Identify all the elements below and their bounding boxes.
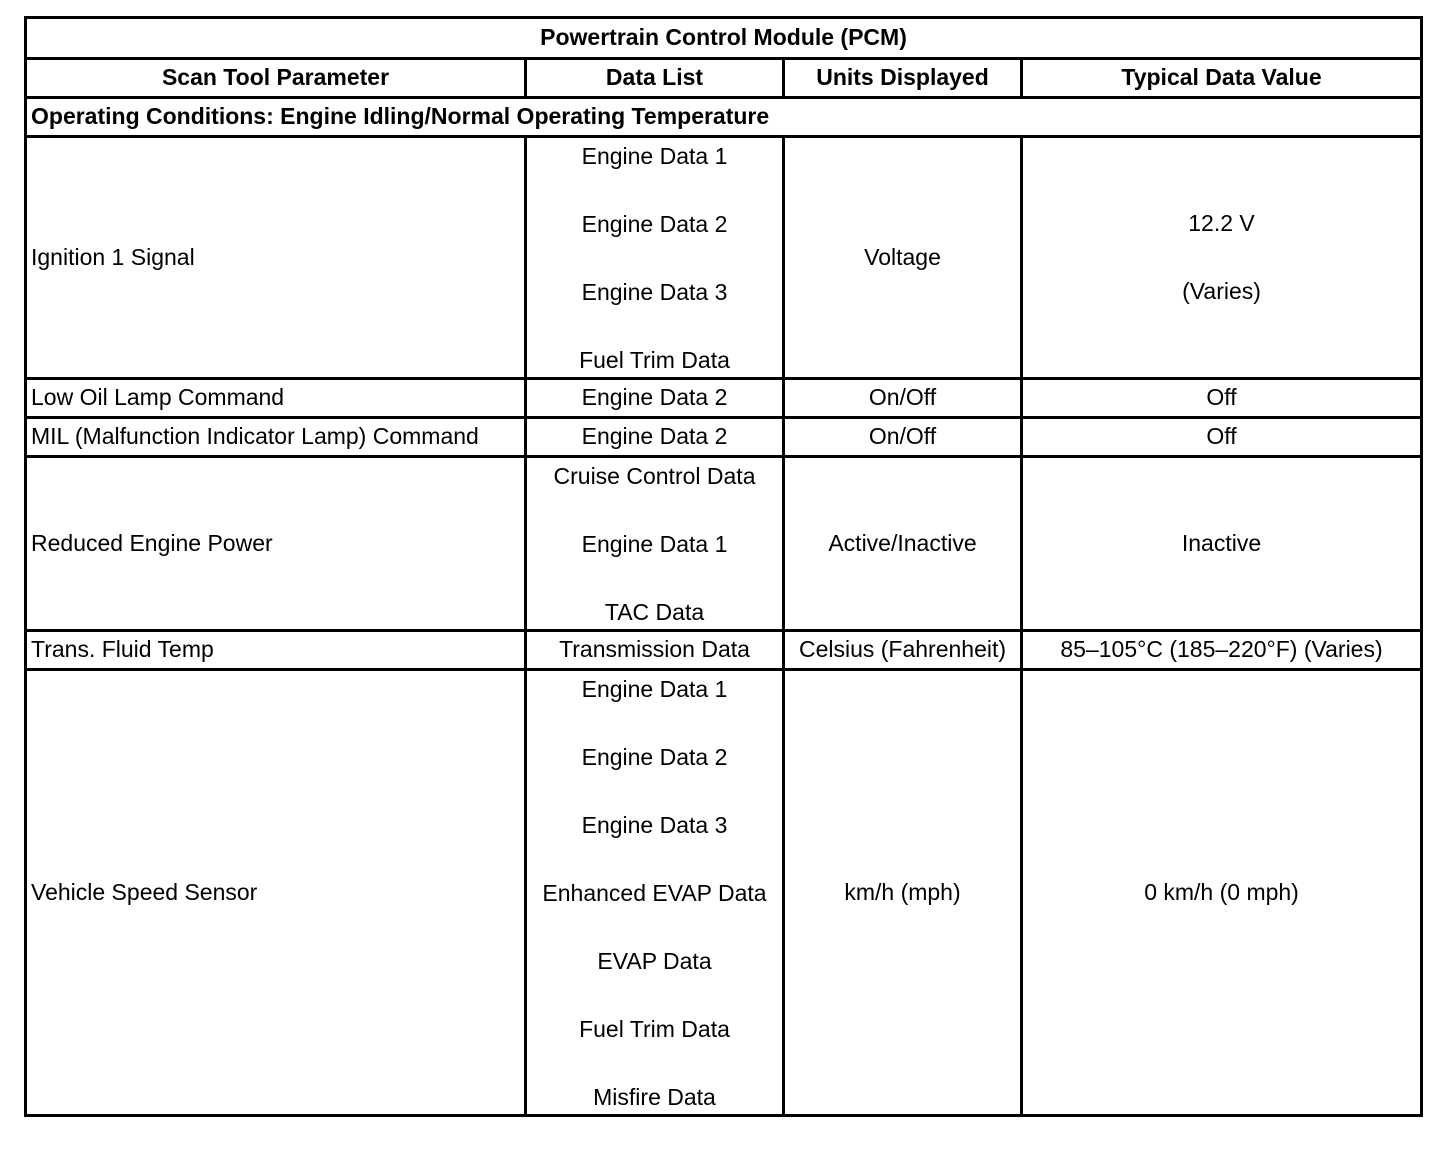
table-row (26, 457, 1422, 631)
typical-value-cell: Off (1022, 379, 1422, 418)
data-list-cell: Engine Data 2 (526, 418, 784, 457)
operating-conditions: Operating Conditions: Engine Idling/Normal Operating Temperature (26, 98, 1422, 137)
data-list-item: TAC Data (604, 598, 705, 625)
param-vehicle-speed-sensor: Vehicle Speed Sensor (26, 670, 526, 1116)
typical-value-cell (1022, 137, 1422, 379)
table-row (26, 379, 1422, 418)
param-trans-fluid-temp: Trans. Fluid Temp (26, 631, 526, 670)
typical-value: 12.2 V (1188, 209, 1255, 236)
data-list-cell (526, 670, 784, 1116)
table-row (26, 418, 1422, 457)
header-typical-data-value: Typical Data Value (1022, 59, 1422, 98)
table-title: Powertrain Control Module (PCM) (26, 18, 1422, 59)
header-data-list: Data List (526, 59, 784, 98)
data-list-item: Enhanced EVAP Data (542, 879, 767, 906)
param-mil-command: MIL (Malfunction Indicator Lamp) Command (26, 418, 526, 457)
data-list-item: Cruise Control Data (553, 462, 756, 489)
pcm-data-table (24, 16, 1423, 1117)
data-list-item: Engine Data 3 (581, 811, 728, 838)
table-row (26, 631, 1422, 670)
data-list-cell: Engine Data 2 (526, 379, 784, 418)
data-list-item: Engine Data 2 (581, 210, 728, 237)
param-reduced-engine-power: Reduced Engine Power (26, 457, 526, 631)
data-list-item: Fuel Trim Data (579, 346, 730, 373)
param-ignition-1-signal: Ignition 1 Signal (26, 137, 526, 379)
typical-value-cell: Inactive (1022, 457, 1422, 631)
header-units-displayed: Units Displayed (784, 59, 1022, 98)
data-list-cell: Transmission Data (526, 631, 784, 670)
data-list-item: Engine Data 2 (581, 743, 728, 770)
typical-value-cell: 85–105°C (185–220°F) (Varies) (1022, 631, 1422, 670)
typical-value-cell: 0 km/h (0 mph) (1022, 670, 1422, 1116)
units-cell: Celsius (Fahrenheit) (784, 631, 1022, 670)
units-cell: km/h (mph) (784, 670, 1022, 1116)
units-cell: Active/Inactive (784, 457, 1022, 631)
typical-value-cell: Off (1022, 418, 1422, 457)
data-list-item: Engine Data 1 (581, 142, 728, 169)
table-row (26, 137, 1422, 379)
data-list-item: Engine Data 1 (581, 675, 728, 702)
data-list-item: Fuel Trim Data (579, 1015, 730, 1042)
data-list-item: Misfire Data (593, 1083, 716, 1110)
table-row (26, 670, 1422, 1116)
units-cell: On/Off (784, 379, 1022, 418)
units-cell: On/Off (784, 418, 1022, 457)
header-scan-tool-parameter: Scan Tool Parameter (26, 59, 526, 98)
data-list-item: EVAP Data (597, 947, 712, 974)
data-list-item: Engine Data 1 (581, 530, 728, 557)
units-cell: Voltage (784, 137, 1022, 379)
data-list-cell (526, 457, 784, 631)
param-low-oil-lamp-command: Low Oil Lamp Command (26, 379, 526, 418)
data-list-cell (526, 137, 784, 379)
data-list-item: Engine Data 3 (581, 278, 728, 305)
typical-value: (Varies) (1182, 277, 1261, 304)
